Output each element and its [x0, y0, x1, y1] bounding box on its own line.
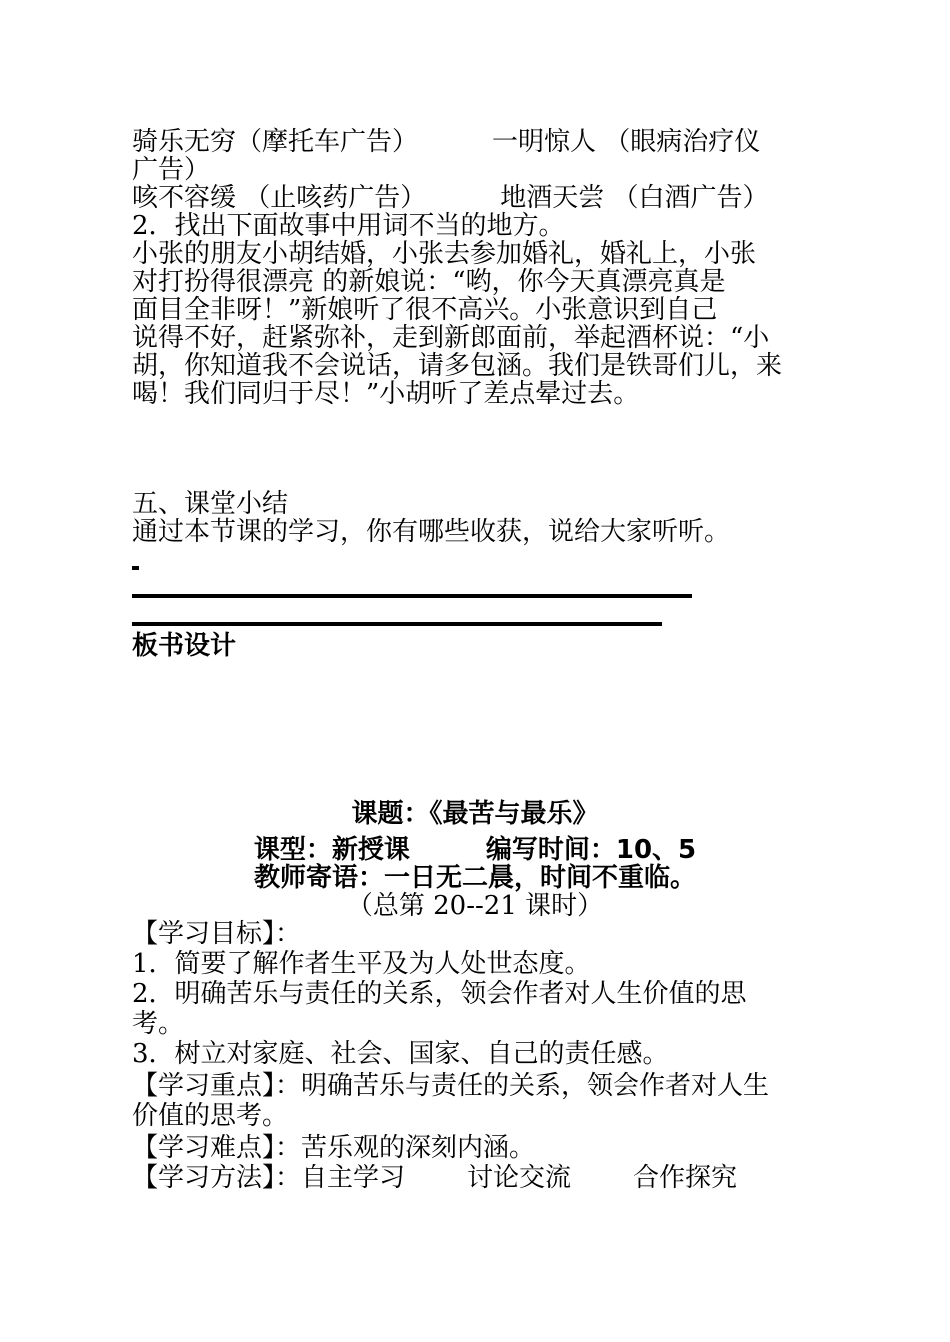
- story-line-1: 小张的朋友小胡结婚，小张去参加婚礼，婚礼上，小张: [132, 239, 757, 269]
- ad-line-1: [132, 128, 822, 157]
- lesson-type-line: [0, 836, 950, 865]
- objective-2-wrap: 考。: [132, 1009, 185, 1039]
- lesson-date: 编写时间：10、5: [485, 835, 697, 865]
- exercise-2-heading: 2．找出下面故事中用词不当的地方。: [132, 211, 565, 241]
- lesson-type: 课型：新授课: [253, 835, 410, 865]
- ad-cough-medicine: 咳不容缓 （止咳药广告）: [132, 183, 427, 213]
- key-points-line-1: 【学习重点】：明确苦乐与责任的关系，领会作者对人生: [132, 1071, 770, 1101]
- summary-prompt: 通过本节课的学习，你有哪些收获，说给大家听听。: [132, 517, 731, 547]
- story-line-5: 胡，你知道我不会说话，请多包涵。我们是铁哥们儿，来: [132, 351, 783, 381]
- board-design-heading: 板书设计: [132, 631, 237, 661]
- story-line-2: 对打扮得很漂亮 的新娘说：“哟，你今天真漂亮真是: [132, 267, 726, 297]
- method-self-study: 自主学习: [301, 1163, 406, 1193]
- objective-1: 1．简要了解作者生平及为人处世态度。: [132, 949, 591, 979]
- objectives-heading: 【学习目标】：: [132, 919, 302, 949]
- difficulties: 【学习难点】：苦乐观的深刻内涵。: [132, 1133, 536, 1163]
- method-cooperation: 合作探究: [633, 1163, 738, 1193]
- objective-3: 3．树立对家庭、社会、国家、自己的责任感。: [132, 1039, 669, 1069]
- story-line-6: 喝！我们同归于尽！”小胡听了差点晕过去。: [132, 379, 640, 409]
- summary-heading: 五、课堂小结: [132, 489, 289, 519]
- story-line-3: 面目全非呀！”新娘听了很不高兴。小张意识到自己: [132, 295, 718, 325]
- lesson-period: （总第 20--21 课时）: [346, 891, 604, 921]
- answer-line-2: [132, 622, 662, 626]
- lesson-title: 课题：《最苦与最乐》: [351, 799, 599, 829]
- answer-line-1: [132, 594, 692, 598]
- methods-label: 【学习方法】：: [132, 1163, 302, 1193]
- answer-dash: [132, 566, 139, 570]
- ad-eye-device: 一明惊人 （眼病治疗仪: [492, 127, 761, 157]
- story-line-4: 说得不好，赶紧弥补，走到新郎面前，举起酒杯说：“小: [132, 323, 770, 353]
- objective-2: 2．明确苦乐与责任的关系，领会作者对人生价值的思: [132, 979, 747, 1009]
- ad-line-2: [132, 184, 822, 213]
- key-points-line-2: 价值的思考。: [132, 1101, 289, 1131]
- ad-liquor: 地酒天尝 （白酒广告）: [500, 183, 769, 213]
- ad-motorcycle: 骑乐无穷（摩托车广告）: [132, 127, 419, 157]
- ad-line-1-wrap: 广告）: [132, 155, 211, 185]
- teacher-message: 教师寄语：一日无二晨，时间不重临。: [253, 863, 696, 893]
- method-discussion: 讨论交流: [467, 1163, 572, 1193]
- methods-line: [132, 1164, 822, 1193]
